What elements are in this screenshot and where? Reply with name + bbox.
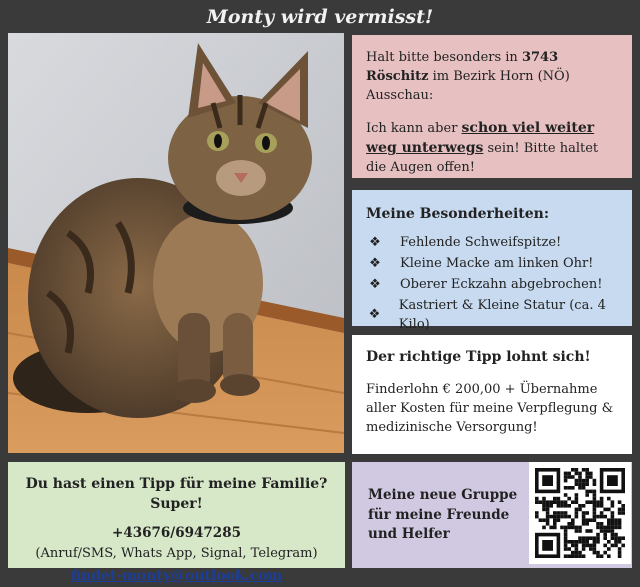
roaming-text-suffix: sein! Bitte haltet die Augen offen! bbox=[366, 141, 599, 176]
feature-text: Fehlende Schweifspitze! bbox=[400, 235, 562, 251]
location-paragraph bbox=[366, 49, 618, 106]
diamond-bullet-icon: ❖ bbox=[369, 235, 381, 251]
group-text: Meine neue Gruppe für meine Freunde und Helfer bbox=[368, 487, 518, 543]
roaming-emphasis: schon viel weiter weg unterwegs bbox=[366, 119, 595, 157]
email-link[interactable]: findet-monty@outlook.com bbox=[70, 568, 283, 584]
diamond-bullet-icon: ❖ bbox=[369, 256, 381, 272]
location-text: Halt bitte besonders in bbox=[366, 50, 522, 65]
reward-box bbox=[352, 335, 632, 454]
feature-text: Oberer Eckzahn abgebrochen! bbox=[400, 276, 603, 292]
location-place: 3743 Röschitz bbox=[366, 50, 559, 84]
list-item bbox=[366, 297, 620, 335]
feature-text: Kleine Macke am linken Ohr! bbox=[400, 256, 594, 272]
contact-title: Du hast einen Tipp für meine Familie? Super! bbox=[25, 476, 328, 513]
diamond-bullet-icon: ❖ bbox=[368, 307, 381, 323]
diamond-bullet-icon: ❖ bbox=[369, 276, 381, 292]
location-box bbox=[352, 35, 632, 178]
qr-code-icon[interactable] bbox=[529, 462, 631, 564]
cat-photo bbox=[8, 33, 344, 453]
features-heading: Meine Besonderheiten: bbox=[366, 206, 550, 222]
phone-number[interactable]: +43676/6947285 bbox=[112, 524, 241, 541]
list-item bbox=[366, 255, 620, 274]
group-box bbox=[352, 462, 632, 568]
contact-box bbox=[8, 462, 345, 584]
page-title: Monty wird vermisst! bbox=[206, 6, 434, 28]
roaming-paragraph bbox=[366, 118, 618, 179]
reward-heading: Der richtige Tipp lohnt sich! bbox=[366, 349, 591, 365]
reward-text: Finderlohn € 200,00 + Übernahme aller Kosten für meine Verpflegung & medizinische Versorgung! bbox=[366, 382, 614, 435]
contact-services: (Anruf/SMS, Whats App, Signal, Telegram) bbox=[35, 546, 318, 562]
features-box bbox=[352, 190, 632, 332]
features-list bbox=[366, 234, 620, 334]
feature-text: Kastriert & Kleine Statur (ca. 4 Kilo) bbox=[398, 297, 606, 332]
roaming-text: Ich kann aber bbox=[366, 120, 462, 136]
list-item bbox=[366, 234, 620, 253]
list-item bbox=[366, 276, 620, 295]
location-text-suffix: im Bezirk Horn (NÖ) Ausschau: bbox=[366, 68, 570, 103]
